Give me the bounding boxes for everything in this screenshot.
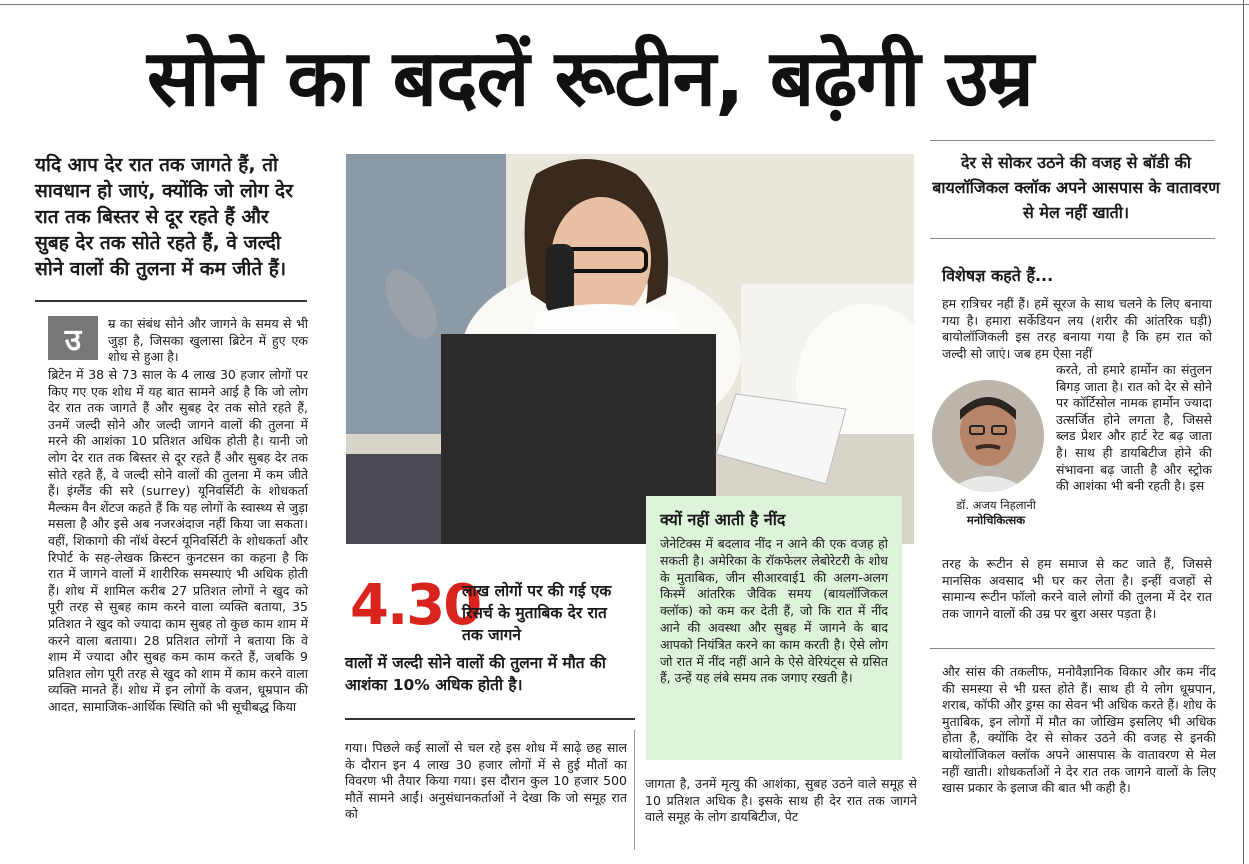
column1-body: ब्रिटेन में 38 से 73 साल के 4 लाख 30 हजार लोगों पर किए गए एक शोध में यह बात सामने आई है कि जो लोग देर रात तक जागते हैं और सुबह देर तक सोते रहते हैं, उनमें जल्दी सोने और जल्दी जागने वालों की तुलना में मरने की आशंका 10 प्रतिशत अधिक होती है। यानी जो लोग देर रात तक बिस्तर से दूर रहते हैं और सुबह देर तक सोते रहते हैं, वे जल्दी सोने वालों की तुलना में कम जीते हैं। इंग्लैंड की सरे (surrey) यूनिवर्सिटी के शोधकर्ता मैल्कम वैन शेंटज कहते हैं कि यह लोगों के स्वास्थ्य से जुड़ा मसला है और इसे अब नजरअंदाज नहीं किया जा सकता। वहीं, शिकागो की नॉर्थ वेस्टर्न यूनिवर्सिटी के शोधकर्ता और रिपोर्ट के सह-लेखक क्रिस्टन कुनटसन का कहना है कि रात में जागने वालों में शारीरिक समस्याएं भी अधिक होती हैं। शोध में शामिल करीब 27 प्रतिशत लोगों ने खुद को पूरी तरह से सुबह काम करने वाला व्यक्ति बताया, 35 प्रतिशत ने खुद को ज्यादा काम सुबह तो कुछ काम शाम में करने वाला बताया। 28 प्रतिशत लोगों ने बताया कि वे शाम में ज्यादा और सुबह कम काम करते हैं, जबकि 9 प्रतिशत लोग पूरी तरह से खुद को शाम में काम करने वाला व्यक्ति मानते हैं। शोध में इन लोगों के वजन, धूम्रपान की आदत, सामाजिक-आर्थिक स्थिति को भी सूचीबद्ध किया [48, 367, 308, 714]
portrait-illustration [932, 380, 1044, 492]
stat-text-line1: लाख लोगों पर की गई एक रिसर्च के मुताबिक देर रात तक जागने [462, 582, 612, 644]
column2-body: गया। पिछले कई सालों से चल रहे इस शोध में साढ़े छह साल के दौरान इन 4 लाख 30 हजार लोगों में से हुई मौतों का विवरण भी तैयार किया गया। इस दौरान कुल 10 हजार 500 मौतें सामने आईं। अनुसंधानकर्ताओं ने देखा कि जो समूह रात को [345, 740, 627, 822]
lead-divider [35, 300, 307, 302]
column1-intro: म्र का संबंध सोने और जागने के समय से भी जुड़ा है, जिसका खुलासा ब्रिटेन में हुए एक शोध से हुआ है। [108, 316, 308, 365]
headline: सोने का बदलें रूटीन, बढ़ेगी उम्र [147, 34, 1033, 124]
expert-text-top: हम रात्रिचर नहीं हैं। हमें सूरज के साथ चलने के लिए बनाया गया है। हमारा सर्केडियन लय (शरीर की आंतरिक घड़ी) बायोलॉजिकली इस तरह बनाया गया है कि हम रात को जल्दी सो जाएं। जब हम ऐसा नहीं [942, 296, 1212, 361]
sidebar-title: क्यों नहीं आती है नींद [660, 510, 786, 529]
expert-role: मनोचिकित्सक [966, 513, 1026, 527]
hero-photo [346, 154, 914, 544]
top-rule [0, 4, 1249, 5]
pull-quote: देर से सोकर उठने की वजह से बॉडी की बायलॉजिकल क्लॉक अपने आसपास के वातावरण से मेल नहीं खाती। [932, 153, 1220, 222]
drop-cap: उ [48, 316, 98, 360]
sidebar-box [646, 496, 902, 760]
photo-illustration [346, 154, 914, 544]
expert-text-bottom: तरह के रूटीन से हम समाज से कट जाते हैं, जिससे मानसिक अवसाद भी घर कर लेता है। इन्हीं वजहों से सामान्य रूटीन फॉलो करने वाले लोगों की तुलना में देर रात तक जागने वालों की उम्र पर बुरा असर पड़ता है। [942, 556, 1212, 621]
expert-caption [930, 498, 1062, 528]
lead-paragraph: यदि आप देर रात तक जागते हैं, तो सावधान हो जाएं, क्योंकि जो लोग देर रात तक बिस्तर से दूर रहते हैं और सुबह देर तक सोते रहते हैं, वे जल्दी सोने वालों की तुलना में कम जीते हैं। [35, 154, 293, 280]
stat-divider [345, 718, 635, 720]
column-separator [634, 730, 635, 850]
stat-number: 4.30 [350, 573, 481, 638]
sidebar-text: जेनेटिक्स में बदलाव नींद न आने की एक वजह हो सकती है। अमेरिका के रॉकफेलर लेबोरेटरी के शोध के मुताबिक, जीन सीआरवाई1 की अलग-अलग किस्में आंतरिक जैविक समय (बायलॉजिकल क्लॉक) को कम कर देती हैं, जो कि रात में नींद आने की अवस्था और सुबह में जागने के बाद आपको नियंत्रित करने का काम करती है। ऐसे लोग जो रात में नींद नहीं आने के ऐसे वेरियंट्स से ग्रसित हैं, उन्हें यह लंबे समय तक जगाए रखती है। [660, 536, 888, 686]
stat-text-line2: वालों में जल्दी सोने वालों की तुलना में मौत की आशंका 10% अधिक होती है। [345, 654, 606, 694]
expert-text-side: करते, तो हमारे हार्मोन का संतुलन बिगड़ जाता है। रात को देर से सोने पर कॉर्टिसोल नामक हार्मोन ज्यादा उत्सर्जित होने लगता है, जिससे ब्लड प्रेशर और हार्ट रेट बढ़ जाता है। साथ ही डायबिटीज होने की संभावना बढ़ जाती है और स्ट्रोक की आशंका भी बनी रहती है। इस [1056, 362, 1212, 494]
expert-title: विशेषज्ञ कहते हैं... [942, 266, 1054, 285]
column4-body: और सांस की तकलीफ, मनोवैज्ञानिक विकार और कम नींद की समस्या से भी ग्रस्त होते हैं। साथ ही ये लोग धूम्रपान, शराब, कॉफी और ड्रग्स का सेवन भी अधिक करते हैं। शोध के मुताबिक, इन लोगों में मौत का जोखिम इसलिए भी अधिक होता है, क्योंकि देर से सोकर उठने की वजह से इनकी बायोलॉजिकल क्लॉक अपने आसपास के वातावरण से मेल नहीं खाती। शोधकर्ताओं ने देर रात तक जागने वालों के लिए खास प्रकार के इलाज की बात भी कही है। [942, 664, 1216, 796]
quote-bottom-rule [930, 238, 1215, 239]
expert-portrait [932, 380, 1044, 492]
right-divider [930, 648, 1215, 649]
expert-name: डॉ. अजय निहलानी [956, 498, 1036, 512]
page-edge [1243, 0, 1244, 864]
quote-top-rule [930, 140, 1215, 141]
column3-body: जागता है, उनमें मृत्यु की आशंका, सुबह उठने वाले समूह से 10 प्रतिशत अधिक है। इसके साथ ही देर रात तक जागने वाले समूह के लोग डायबिटीज, पेट [645, 776, 917, 825]
